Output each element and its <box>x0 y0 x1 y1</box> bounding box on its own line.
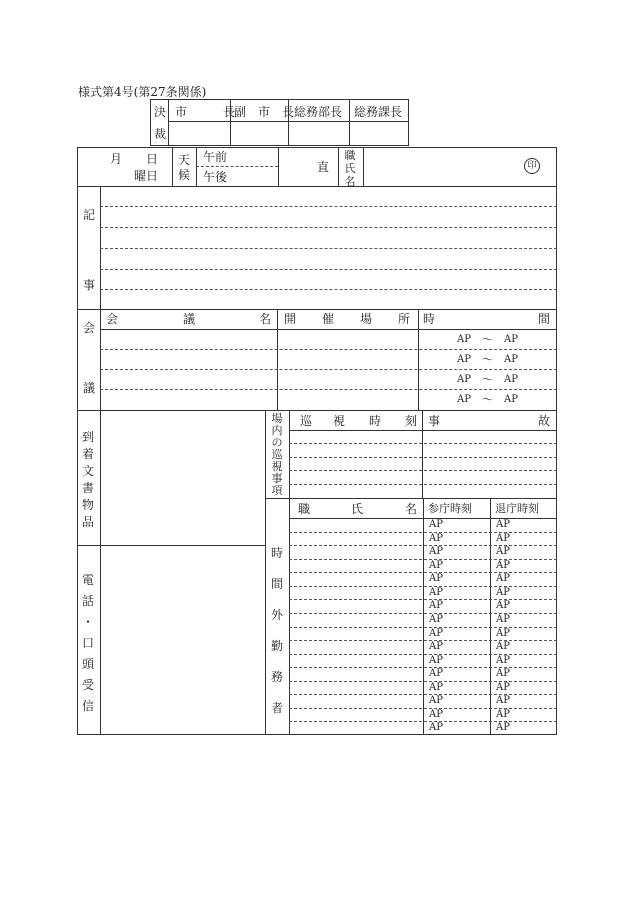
kaigi-label-1: 会 <box>83 321 96 335</box>
end-time: AP <box>504 334 518 345</box>
row-divider <box>289 545 557 546</box>
pm-label: 午後 <box>203 170 228 184</box>
approval-general-affairs-director: 総務部長 <box>294 105 343 119</box>
time-header-1: 時 <box>423 312 436 326</box>
row-divider <box>289 667 557 668</box>
leave-time-cell: AP <box>496 532 510 544</box>
incident-header-2: 故 <box>538 414 551 428</box>
kaigi-label-2: 議 <box>83 381 96 395</box>
row-divider <box>289 586 557 587</box>
arrive-time-cell: AP <box>429 722 443 734</box>
time-separator: 〜 <box>482 333 493 346</box>
leave-time-cell: AP <box>496 641 510 653</box>
ot-name-header-1: 職 <box>298 502 311 516</box>
arrive-time-cell: AP <box>429 613 443 625</box>
kessai-char-1: 決 <box>154 105 167 119</box>
patrol-time-header-4: 刻 <box>405 414 418 428</box>
approval-general-affairs-chief: 総務課長 <box>354 105 403 119</box>
incident-header-1: 事 <box>428 414 441 428</box>
patrol-time-header-3: 時 <box>369 414 382 428</box>
row-divider <box>289 640 557 641</box>
am-label: 午前 <box>203 150 228 164</box>
title-name-label: 職 氏 名 <box>344 149 356 189</box>
meeting-name-header-2: 議 <box>183 312 196 326</box>
arrive-time-cell: AP <box>429 600 443 612</box>
row-divider <box>289 532 557 533</box>
leave-time-cell: AP <box>496 546 510 558</box>
row-divider <box>289 572 557 573</box>
arrive-time-cell: AP <box>429 681 443 693</box>
arrive-time-cell: AP <box>429 559 443 571</box>
venue-header-1: 開 <box>284 312 297 326</box>
end-time: AP <box>504 374 518 385</box>
start-time: AP <box>457 334 471 345</box>
patrol-time-header-2: 視 <box>333 414 346 428</box>
leave-time-cell: AP <box>496 573 510 585</box>
arrive-time-cell: AP <box>429 708 443 720</box>
weekday-label: 曜日 <box>134 169 159 183</box>
patrol-label: 場 内 の 巡 視 事 項 <box>271 412 283 497</box>
ot-name-header-2: 氏 <box>351 502 364 516</box>
approval-deputy-mayor: 副 市 長 <box>234 105 295 119</box>
row-divider <box>289 613 557 614</box>
weather-label: 天 候 <box>177 153 190 182</box>
end-time: AP <box>504 394 518 405</box>
leave-time-cell: AP <box>496 654 510 666</box>
approval-mayor: 市 長 <box>175 105 236 119</box>
arrive-time-cell: AP <box>429 641 443 653</box>
kiji-label-2: 事 <box>83 278 96 292</box>
arrive-time-cell: AP <box>429 546 443 558</box>
start-time: AP <box>457 394 471 405</box>
month-label: 月 <box>110 152 123 166</box>
arrive-time-header: 参庁時刻 <box>428 502 472 515</box>
seal-icon: 印 <box>524 158 540 174</box>
row-divider <box>289 654 557 655</box>
arrive-time-cell: AP <box>429 627 443 639</box>
leave-time-cell: AP <box>496 559 510 571</box>
time-separator: 〜 <box>482 373 493 386</box>
arrive-time-cell: AP <box>429 695 443 707</box>
time-separator: 〜 <box>482 393 493 406</box>
start-time: AP <box>457 374 471 385</box>
duty-label: 直 <box>317 160 330 174</box>
main-form-frame <box>77 147 557 735</box>
row-divider <box>289 721 557 722</box>
meeting-name-header-3: 名 <box>259 312 272 326</box>
row-divider <box>289 559 557 560</box>
time-header-2: 間 <box>538 312 551 326</box>
overtime-workers-label: 時 間 外 勤 務 者 <box>270 546 283 715</box>
end-time: AP <box>504 354 518 365</box>
arrive-time-cell: AP <box>429 519 443 530</box>
leave-time-cell: AP <box>496 668 510 680</box>
row-divider <box>289 681 557 682</box>
kiji-label-1: 記 <box>83 208 96 222</box>
venue-header-3: 場 <box>360 312 373 326</box>
arrive-time-cell: AP <box>429 573 443 585</box>
kessai-char-2: 裁 <box>154 127 167 141</box>
leave-time-cell: AP <box>496 627 510 639</box>
leave-time-cell: AP <box>496 695 510 707</box>
arrive-time-cell: AP <box>429 532 443 544</box>
meeting-name-header-1: 会 <box>106 312 119 326</box>
arrive-time-cell: AP <box>429 586 443 598</box>
form-title: 様式第4号(第27条関係) <box>78 85 207 99</box>
start-time: AP <box>457 354 471 365</box>
ot-name-header-3: 名 <box>405 502 418 516</box>
leave-time-cell: AP <box>496 708 510 720</box>
row-divider <box>289 708 557 709</box>
arrive-time-cell: AP <box>429 654 443 666</box>
leave-time-cell: AP <box>496 586 510 598</box>
leave-time-cell: AP <box>496 600 510 612</box>
venue-header-2: 催 <box>322 312 335 326</box>
time-separator: 〜 <box>482 353 493 366</box>
leave-time-header: 退庁時刻 <box>495 502 539 515</box>
row-divider <box>289 599 557 600</box>
day-label: 日 <box>146 152 159 166</box>
row-divider <box>289 627 557 628</box>
leave-time-cell: AP <box>496 681 510 693</box>
received-documents-label: 到 着 文 書 物 品 <box>81 430 94 529</box>
patrol-time-header-1: 巡 <box>300 414 313 428</box>
venue-header-4: 所 <box>398 312 411 326</box>
leave-time-cell: AP <box>496 613 510 625</box>
row-divider <box>289 694 557 695</box>
leave-time-cell: AP <box>496 722 510 734</box>
arrive-time-cell: AP <box>429 668 443 680</box>
phone-verbal-label: 電 話 ・ 口 頭 受 信 <box>81 573 94 713</box>
leave-time-cell: AP <box>496 519 510 530</box>
